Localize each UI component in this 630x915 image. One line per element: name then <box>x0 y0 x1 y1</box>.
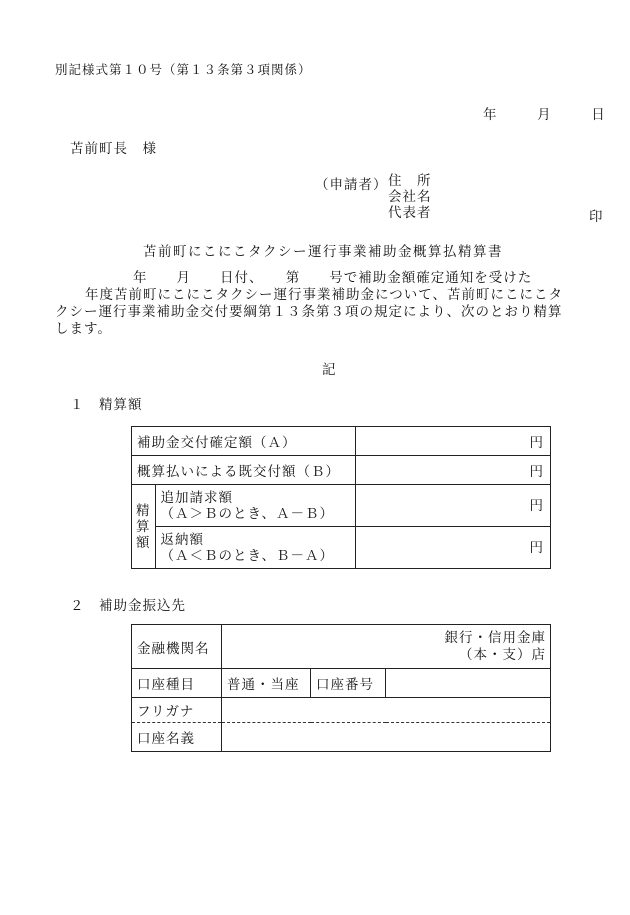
table-row <box>132 485 551 527</box>
table-row <box>132 723 551 752</box>
applicant-address-label: 住 所 <box>388 173 432 189</box>
group-char-1: 精 <box>136 502 151 519</box>
refund-value[interactable]: 円 <box>356 527 551 569</box>
refund-title: 返納額 <box>160 531 205 548</box>
date-month: 月 <box>537 107 551 123</box>
date-line <box>483 103 605 123</box>
additional-claim-condition: （Ａ＞Ｂのとき、Ａ－Ｂ） <box>160 505 334 522</box>
bank-transfer-table <box>131 624 551 752</box>
applicant-company-label: 会社名 <box>388 189 432 205</box>
table-row <box>132 427 551 456</box>
account-type-field[interactable]: 普通・当座 <box>222 669 311 698</box>
bank-name-label: 金融機関名 <box>132 625 222 669</box>
applicant-representative-label: 代表者 <box>388 205 432 221</box>
bank-type-text: 銀行・信用金庫 <box>444 629 546 646</box>
settlement-table <box>131 426 551 569</box>
body-paragraph <box>55 270 607 338</box>
refund-label <box>155 527 355 569</box>
table-row <box>132 669 551 698</box>
date-day: 日 <box>591 107 605 123</box>
date-year: 年 <box>483 107 497 123</box>
form-number: 別記様式第１０号（第１３条第３項関係） <box>55 62 312 77</box>
body-line-1: 年 月 日付、 第 号で補助金額確定通知を受けた <box>133 270 533 286</box>
already-paid-label: 概算払いによる既交付額（Ｂ） <box>132 456 356 485</box>
seal-mark: 印 <box>589 209 604 225</box>
bank-name-field[interactable] <box>222 625 551 669</box>
body-line-4: します。 <box>55 321 112 337</box>
section-1-heading: １ 精算額 <box>70 397 143 413</box>
grant-confirmed-label: 補助金交付確定額（Ａ） <box>132 427 356 456</box>
furigana-field[interactable] <box>222 698 551 723</box>
table-row <box>132 456 551 485</box>
table-row <box>132 698 551 723</box>
addressee: 苫前町長 様 <box>70 141 157 157</box>
document-title: 苫前町にこにこタクシー運行事業補助金概算払精算書 <box>143 244 503 260</box>
furigana-label: フリガナ <box>132 698 222 723</box>
group-char-3: 額 <box>136 534 151 551</box>
ki-heading: 記 <box>322 362 337 378</box>
table-row <box>132 527 551 569</box>
account-name-field[interactable] <box>222 723 551 752</box>
applicant-fields <box>388 173 432 221</box>
additional-claim-value[interactable]: 円 <box>356 485 551 527</box>
account-number-label: 口座番号 <box>311 669 386 698</box>
applicant-label: （申請者） <box>315 177 388 193</box>
body-line-2: 年度苫前町にこにこタクシー運行事業補助金について、苫前町にこにこタ <box>85 287 563 303</box>
additional-claim-label <box>155 485 355 527</box>
account-name-label: 口座名義 <box>132 723 222 752</box>
settlement-group-label <box>132 485 156 569</box>
body-line-3: クシー運行事業補助金交付要綱第１３条第３項の規定により、次のとおり精算 <box>55 304 563 320</box>
section-2-heading: ２ 補助金振込先 <box>70 598 186 614</box>
branch-type-text: （本・支）店 <box>459 646 546 663</box>
additional-claim-title: 追加請求額 <box>160 489 234 506</box>
account-number-field[interactable] <box>386 669 551 698</box>
table-row <box>132 625 551 669</box>
grant-confirmed-value[interactable]: 円 <box>356 427 551 456</box>
already-paid-value[interactable]: 円 <box>356 456 551 485</box>
account-type-label: 口座種目 <box>132 669 222 698</box>
refund-condition: （Ａ＜Ｂのとき、Ｂ－Ａ） <box>160 547 334 564</box>
group-char-2: 算 <box>136 518 151 535</box>
